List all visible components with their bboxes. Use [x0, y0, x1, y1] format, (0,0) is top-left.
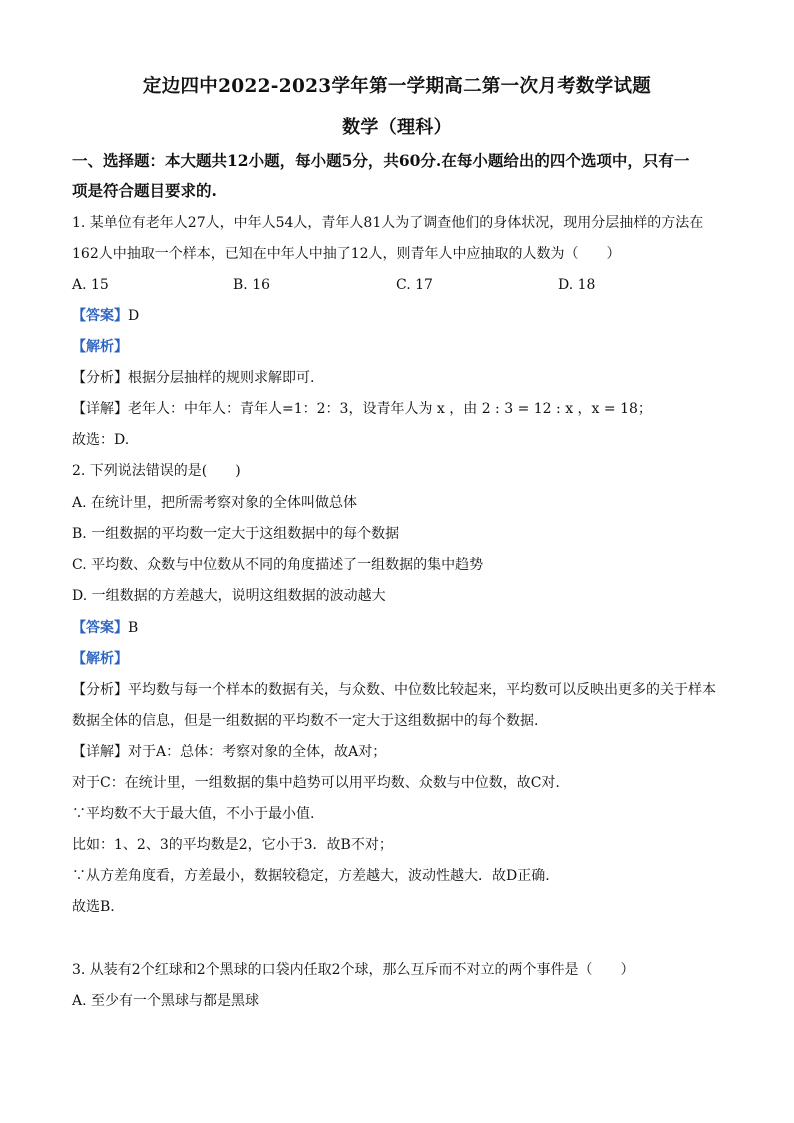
- q2-fenxi-1: 平均数与每一个样本的数据有关，与众数、中位数比较起来，平均数可以反映出更多的关于样本: [128, 682, 716, 698]
- q1-option-a: A. 15: [72, 277, 109, 293]
- q1-detail-line: [72, 400, 732, 418]
- q2-detail-line4: 比如：1、2、3的平均数是2，它小于3．故B不对；: [72, 837, 393, 853]
- q2-option-b: B. 一组数据的平均数一定大于这组数据中的每个数据: [72, 526, 400, 542]
- q1-option-c: C. 17: [396, 277, 433, 293]
- page-subtitle: 数学（理科）: [342, 117, 452, 138]
- q1-option-d: D. 18: [558, 277, 596, 293]
- q1-stem-line1: 1. 某单位有老年人27人，中年人54人，青年人81人为了调查他们的身体状况，现用分层抽样的方法在: [72, 215, 704, 231]
- q2-detail-line3: ∵平均数不大于最大值，不小于最小值.: [72, 806, 315, 822]
- q3-option-a: A. 至少有一个黑球与都是黑球: [72, 993, 260, 1009]
- q2-detail-line: [72, 743, 732, 761]
- q2-stem: 2. 下列说法错误的是( ): [72, 463, 241, 479]
- q1-fenxi: 根据分层抽样的规则求解即可.: [128, 370, 315, 386]
- q1-analysis-line: [72, 338, 732, 356]
- q2-analysis-line: [72, 650, 732, 668]
- q2-detail-line5: ∵从方差角度看，方差最小，数据较稳定，方差越大，波动性越大．故D正确.: [72, 868, 550, 884]
- q1-answer-line: [72, 307, 732, 325]
- q2-fenxi-line1: [72, 681, 732, 699]
- q2-option-d: D. 一组数据的方差越大，说明这组数据的波动越大: [72, 588, 386, 604]
- q2-answer: B: [128, 620, 139, 636]
- q1-fenxi-line: [72, 369, 732, 387]
- answer-label: 【答案】: [72, 308, 128, 324]
- q2-answer-line: [72, 619, 732, 637]
- q3-stem: 3. 从装有2个红球和2个黑球的口袋内任取2个球，那么互斥而不对立的两个事件是（ ）: [72, 962, 635, 978]
- q2-conclusion: 故选B.: [72, 899, 115, 915]
- q2-detail: 对于A：总体：考察对象的全体，故A对；: [128, 744, 387, 760]
- analysis-label: 【解析】: [72, 339, 128, 355]
- section-heading-line1: 一、选择题：本大题共12小题，每小题5分，共60分.在每小题给出的四个选项中，只有一: [72, 151, 690, 170]
- answer-label: 【答案】: [72, 620, 128, 636]
- fenxi-label: 【分析】: [72, 370, 128, 386]
- q2-detail-line2: 对于C：在统计里，一组数据的集中趋势可以用平均数、众数与中位数，故C对.: [72, 775, 560, 791]
- page-title: 定边四中2022-2023学年第一学期高二第一次月考数学试题: [142, 76, 652, 97]
- q1-conclusion: 故选：D.: [72, 432, 130, 448]
- fenxi-label: 【分析】: [72, 682, 128, 698]
- q1-answer: D: [128, 308, 140, 324]
- q1-detail: 老年人：中年人：青年人=1：2：3，设青年人为 x ，由 2 : 3 = 12 : x ，x = 18；: [128, 401, 652, 417]
- detail-label: 【详解】: [72, 744, 128, 760]
- section-heading-line2: 项是符合题目要求的.: [72, 181, 217, 200]
- q1-option-b: B. 16: [233, 277, 271, 293]
- q2-option-c: C. 平均数、众数与中位数从不同的角度描述了一组数据的集中趋势: [72, 557, 484, 573]
- q2-fenxi-line2: 数据全体的信息，但是一组数据的平均数不一定大于这组数据中的每个数据.: [72, 713, 539, 729]
- analysis-label: 【解析】: [72, 651, 128, 667]
- q2-option-a: A. 在统计里，把所需考察对象的全体叫做总体: [72, 495, 358, 511]
- detail-label: 【详解】: [72, 401, 128, 417]
- q1-stem-line2: 162人中抽取一个样本，已知在中年人中抽了12人，则青年人中应抽取的人数为（ ）: [72, 246, 621, 262]
